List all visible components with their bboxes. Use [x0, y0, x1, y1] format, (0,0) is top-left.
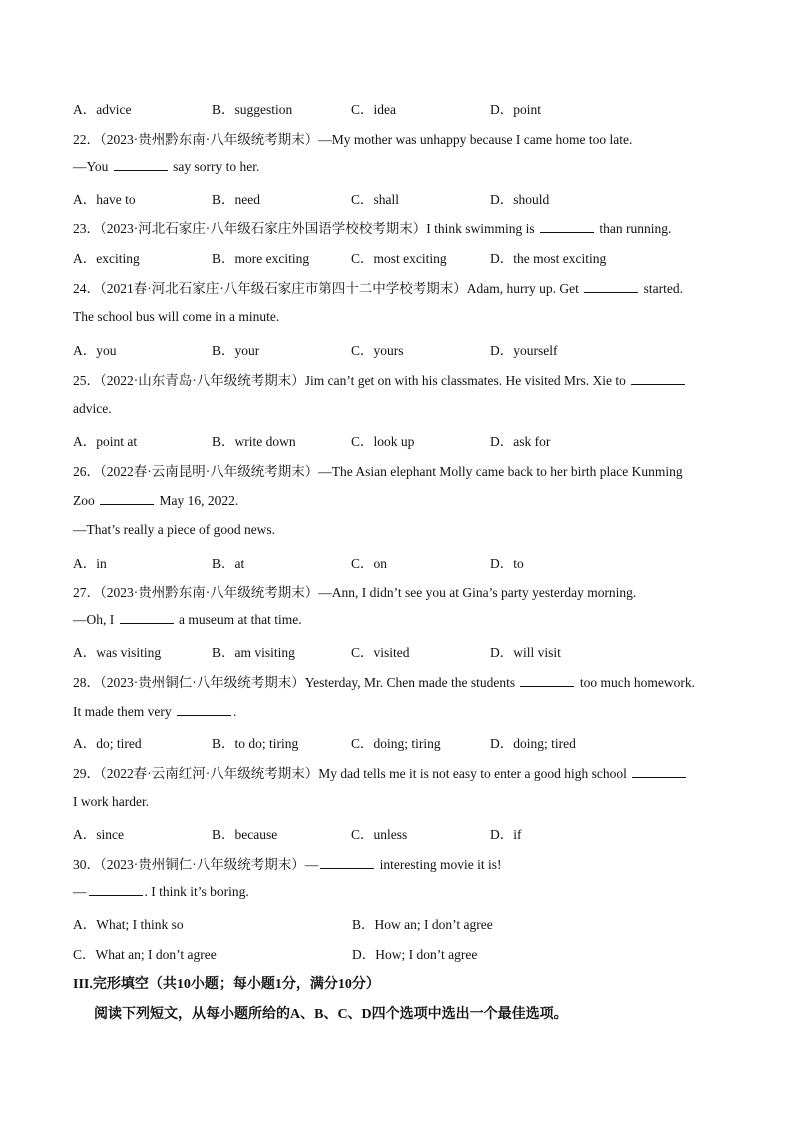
q29-options — [73, 823, 733, 841]
q29-option-d: D．if — [490, 827, 522, 842]
q29-line2: I work harder. — [73, 794, 150, 809]
text-segment: My dad tells me it is not easy to enter a good high school — [318, 766, 627, 781]
text-segment: —Oh, I — [73, 612, 115, 627]
question-number: 30． — [73, 857, 100, 872]
answer-blank — [320, 856, 374, 869]
q26-line2 — [73, 492, 238, 509]
q25-stem — [73, 369, 687, 389]
q27-option-a: A．was visiting — [73, 645, 162, 660]
q27-line2 — [73, 611, 302, 628]
q25-option-d: D．ask for — [490, 434, 551, 449]
q26-option-c: C．on — [351, 556, 388, 571]
text-segment: May 16, 2022. — [159, 493, 239, 508]
q24-option-c: C．yours — [351, 343, 404, 358]
section-heading: III.完形填空（共10小题；每小题1分，满分10分） — [73, 977, 380, 992]
q30-option-a: A．What; I think so — [73, 917, 184, 932]
question-source: （2021春·河北石家庄·八年级石家庄市第四十二中学校考期末） — [100, 281, 467, 296]
q30-line2 — [73, 883, 249, 900]
q30-stem — [73, 853, 501, 873]
question-source: （2022春·云南红河·八年级统考期末） — [100, 766, 319, 781]
q30-options-row2 — [73, 943, 733, 961]
q21-option-c: C．idea — [351, 102, 396, 117]
q28-option-c: C．doing; tiring — [351, 736, 441, 751]
q30-option-c: C．What an; I don’t agree — [73, 947, 217, 962]
question-number: 24． — [73, 281, 100, 296]
question-text: —My mother was unhappy because I came home too late. — [318, 132, 633, 147]
text-segment: . I think it’s boring. — [144, 884, 249, 899]
q21-option-a: A．advice — [73, 102, 132, 117]
q24-option-b: B．your — [212, 343, 260, 358]
q23-option-a: A．exciting — [73, 251, 140, 266]
q27-option-c: C．visited — [351, 645, 410, 660]
section-instruction: 阅读下列短文，从每小题所给的A、B、C、D四个选项中选出一个最佳选项。 — [94, 1007, 568, 1022]
q26-stem — [73, 460, 683, 480]
q27-option-d: D．will visit — [490, 645, 561, 660]
text-segment: Zoo — [73, 493, 95, 508]
text-segment: I think swimming is — [426, 221, 535, 236]
q24-stem — [73, 277, 683, 297]
q25-option-c: C．look up — [351, 434, 415, 449]
q28-line2 — [73, 703, 236, 720]
text-segment: a museum at that time. — [179, 612, 302, 627]
q22-option-b: B．need — [212, 192, 260, 207]
question-number: 22． — [73, 132, 100, 147]
q25-line2: advice. — [73, 401, 112, 416]
q22-option-a: A．have to — [73, 192, 136, 207]
q28-option-d: D．doing; tired — [490, 736, 576, 751]
q29-option-b: B．because — [212, 827, 278, 842]
q30-option-d: D．How; I don’t agree — [352, 947, 478, 962]
answer-blank — [100, 492, 154, 505]
q27-option-b: B．am visiting — [212, 645, 295, 660]
q24-option-a: A．you — [73, 343, 117, 358]
question-number: 26． — [73, 464, 100, 479]
q22-stem — [73, 128, 632, 148]
q25-option-b: B．write down — [212, 434, 296, 449]
q24-option-d: D．yourself — [490, 343, 558, 358]
text-segment: started. — [643, 281, 683, 296]
answer-blank — [520, 674, 574, 687]
q24-line2: The school bus will come in a minute. — [73, 309, 280, 324]
text-segment: . — [232, 704, 237, 719]
question-text: —Ann, I didn’t see you at Gina’s party yesterday morning. — [318, 585, 637, 600]
q21-option-d: D．point — [490, 102, 542, 117]
q28-option-b: B．to do; tiring — [212, 736, 299, 751]
question-number: 28． — [73, 675, 100, 690]
answer-blank — [114, 158, 168, 171]
question-source: （2022·山东青岛·八年级统考期末） — [100, 373, 305, 388]
answer-blank — [540, 220, 594, 233]
question-number: 29． — [73, 766, 100, 781]
q22-options — [73, 188, 733, 206]
q25-option-a: A．point at — [73, 434, 138, 449]
q26-option-b: B．at — [212, 556, 245, 571]
question-number: 25． — [73, 373, 100, 388]
q23-option-c: C．most exciting — [351, 251, 447, 266]
text-segment: too much homework. — [579, 675, 695, 690]
text-segment: — — [304, 857, 319, 872]
q29-option-a: A．since — [73, 827, 124, 842]
q23-option-d: D．the most exciting — [490, 251, 607, 266]
answer-blank — [632, 765, 686, 778]
q28-option-a: A．do; tired — [73, 736, 142, 751]
q28-stem — [73, 671, 695, 691]
q22-line2 — [73, 158, 259, 175]
question-source: （2022春·云南昆明·八年级统考期末） — [100, 464, 319, 479]
q26-option-d: D．to — [490, 556, 524, 571]
q29-stem — [73, 762, 688, 782]
text-segment: Adam, hurry up. Get — [466, 281, 579, 296]
question-source: （2023·贵州黔东南·八年级统考期末） — [100, 132, 319, 147]
q26-option-a: A．in — [73, 556, 107, 571]
q26-options — [73, 552, 733, 570]
question-source: （2023·贵州铜仁·八年级统考期末） — [100, 675, 305, 690]
question-text: —The Asian elephant Molly came back to her birth place Kunming — [318, 464, 683, 479]
q23-options — [73, 247, 733, 265]
text-segment: say sorry to her. — [173, 159, 260, 174]
question-source: （2023·河北石家庄·八年级石家庄外国语学校校考期末） — [100, 221, 427, 236]
q25-options — [73, 430, 733, 448]
text-segment: —You — [73, 159, 109, 174]
q28-options — [73, 732, 733, 750]
q22-option-d: D．should — [490, 192, 550, 207]
q30-option-b: B．How an; I don’t agree — [352, 917, 493, 932]
q26-line3: —That’s really a piece of good news. — [73, 522, 276, 537]
q29-option-c: C．unless — [351, 827, 408, 842]
q24-options — [73, 339, 733, 357]
answer-blank — [584, 280, 638, 293]
answer-blank — [89, 883, 143, 896]
question-number: 23． — [73, 221, 100, 236]
q30-options-row1 — [73, 913, 733, 931]
q22-option-c: C．shall — [351, 192, 400, 207]
text-segment: than running. — [599, 221, 672, 236]
text-segment: It made them very — [73, 704, 172, 719]
q21-options — [73, 98, 733, 116]
q27-options — [73, 641, 733, 659]
q23-option-b: B．more exciting — [212, 251, 310, 266]
q23-stem — [73, 217, 671, 237]
answer-blank — [631, 372, 685, 385]
answer-blank — [120, 611, 174, 624]
q21-option-b: B．suggestion — [212, 102, 293, 117]
question-source: （2023·贵州黔东南·八年级统考期末） — [100, 585, 319, 600]
q27-stem — [73, 581, 636, 601]
text-segment: — — [73, 884, 87, 899]
answer-blank — [177, 703, 231, 716]
text-segment: interesting movie it is! — [379, 857, 502, 872]
question-number: 27． — [73, 585, 100, 600]
text-segment: Jim can’t get on with his classmates. He visited Mrs. Xie to — [304, 373, 626, 388]
question-source: （2023·贵州铜仁·八年级统考期末） — [100, 857, 305, 872]
text-segment: Yesterday, Mr. Chen made the students — [304, 675, 516, 690]
